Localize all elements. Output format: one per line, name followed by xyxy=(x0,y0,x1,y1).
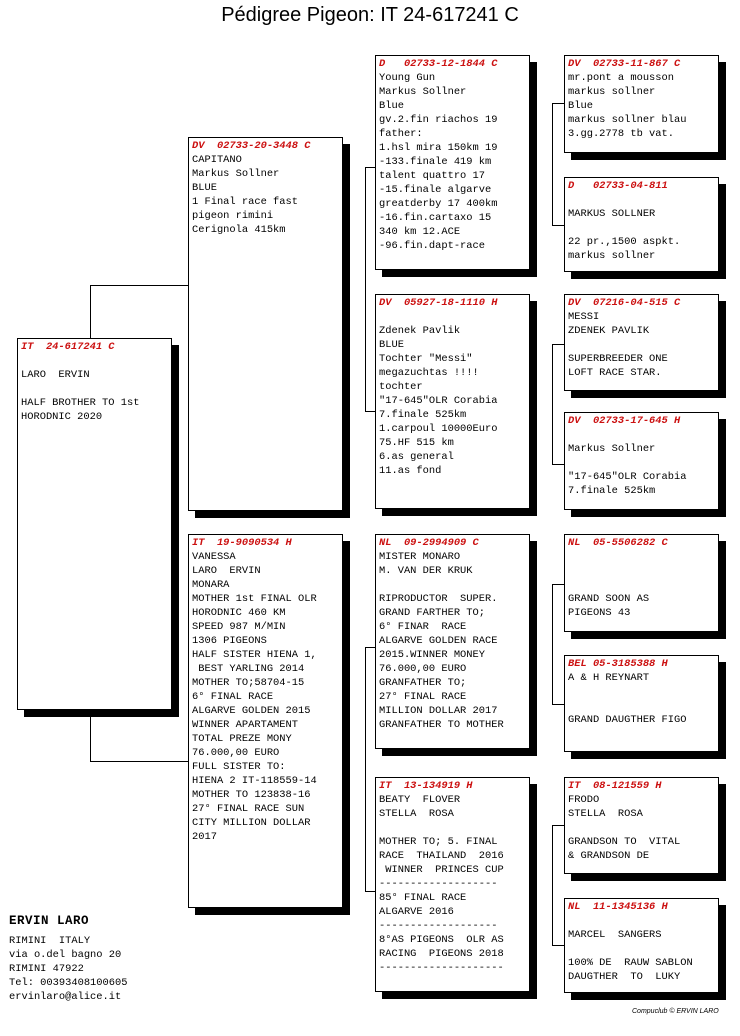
card-line: BLUE xyxy=(379,339,404,351)
card-line: MARKUS SOLLNER xyxy=(568,208,656,220)
card-line: pigeon rimini xyxy=(192,210,274,222)
card-line xyxy=(568,685,715,699)
card-line: -133.finale 419 km xyxy=(379,156,492,168)
connector-line xyxy=(90,285,91,340)
card-line: VANESSA xyxy=(192,551,236,563)
page-title: Pédigree Pigeon: IT 24-617241 C xyxy=(221,4,519,26)
card-line: 75.HF 515 km xyxy=(379,437,454,449)
owner-name: ERVIN LARO xyxy=(9,914,90,928)
card-line: Markus Sollner xyxy=(192,168,280,180)
owner-line: RIMINI 47922 xyxy=(9,963,84,975)
card-line: talent quattro 17 xyxy=(379,170,486,182)
ring-number: IT 08-121559 H xyxy=(568,780,662,792)
card-line: GRAND DAUGTHER FIGO xyxy=(568,714,687,726)
owner-email: ervinlaro@alice.it xyxy=(9,991,122,1003)
card-line: 8°AS PIGEONS OLR AS xyxy=(379,934,504,946)
connector-line xyxy=(552,825,553,945)
card-line: HORODNIC 460 KM xyxy=(192,607,286,619)
ring-number: NL 11-1345136 H xyxy=(568,901,668,913)
card-line xyxy=(21,382,168,396)
ring-number: NL 09-2994909 C xyxy=(379,537,479,549)
card-line xyxy=(568,428,715,442)
card-line: M. VAN DER KRUK xyxy=(379,565,473,577)
ring-number: NL 05-5506282 C xyxy=(568,537,668,549)
card-line: MOTHER TO; 5. FINAL xyxy=(379,836,498,848)
card-line: MOTHER 1st FINAL OLR xyxy=(192,593,317,605)
card-line: -96.fin.dapt-race xyxy=(379,240,486,252)
pigeon-card-ggp-3 xyxy=(564,294,719,391)
card-line: 1.carpoul 10000Euro xyxy=(379,423,498,435)
owner-line: via o.del bagno 20 xyxy=(9,949,122,961)
card-line: MILLION DOLLAR 2017 xyxy=(379,705,498,717)
card-line: Markus Sollner xyxy=(568,443,656,455)
card-line: GRANFATHER TO MOTHER xyxy=(379,719,504,731)
card-line: BEST YARLING 2014 xyxy=(192,663,305,675)
ring-number: D 02733-12-1844 C xyxy=(379,58,498,70)
card-line: FULL SISTER TO: xyxy=(192,761,286,773)
card-line: LARO ERVIN xyxy=(21,369,90,381)
card-line: LOFT RACE STAR. xyxy=(568,367,662,379)
card-line: -------------------- xyxy=(379,962,504,974)
card-line: DAUGTHER TO LUKY xyxy=(568,971,681,983)
connector-line xyxy=(365,167,366,411)
card-line: HALF SISTER HIENA 1, xyxy=(192,649,317,661)
card-line: GRAND FARTHER TO; xyxy=(379,607,486,619)
pigeon-card-dam-dam xyxy=(375,777,530,992)
card-line: HALF BROTHER TO 1st xyxy=(21,397,140,409)
pigeon-card-sire-dam xyxy=(375,294,530,509)
pigeon-card-dam-sire xyxy=(375,534,530,749)
card-line: Young Gun xyxy=(379,72,436,84)
card-line: "17-645"OLR Corabia xyxy=(568,471,687,483)
card-line: ALGARVE 2016 xyxy=(379,906,454,918)
card-line: ALGARVE GOLDEN 2015 xyxy=(192,705,311,717)
card-line: 6.as general xyxy=(379,451,454,463)
card-line: 6° FINAL RACE xyxy=(192,691,274,703)
card-line: A & H REYNART xyxy=(568,672,650,684)
ring-number: DV 02733-20-3448 C xyxy=(192,140,311,152)
owner-line: RIMINI ITALY xyxy=(9,935,91,947)
card-line: 11.as fond xyxy=(379,465,442,477)
card-line: MONARA xyxy=(192,579,230,591)
card-line: MARCEL SANGERS xyxy=(568,929,662,941)
ring-number: IT 13-134919 H xyxy=(379,780,473,792)
card-line xyxy=(379,578,526,592)
card-line xyxy=(568,578,715,592)
card-line: ------------------- xyxy=(379,878,498,890)
card-line: markus sollner blau xyxy=(568,114,687,126)
card-line: BLUE xyxy=(192,182,217,194)
ring-number: DV 07216-04-515 C xyxy=(568,297,681,309)
pigeon-card-sire xyxy=(188,137,343,511)
pigeon-card-ggp-8 xyxy=(564,898,719,993)
card-line xyxy=(568,821,715,835)
ring-number: BEL 05-3185388 H xyxy=(568,658,668,670)
card-line: 2017 xyxy=(192,831,217,843)
card-line: WINNER APARTAMENT xyxy=(192,719,299,731)
pigeon-card-ggp-6 xyxy=(564,655,719,752)
card-line xyxy=(568,456,715,470)
connector-line xyxy=(552,103,553,225)
card-line: -15.finale algarve xyxy=(379,184,492,196)
ring-number: D 02733-04-811 xyxy=(568,180,668,192)
card-line: gv.2.fin riachos 19 xyxy=(379,114,498,126)
card-line: BEATY FLOVER xyxy=(379,794,461,806)
card-line: TOTAL PREZE MONY xyxy=(192,733,292,745)
card-line: RIPRODUCTOR SUPER. xyxy=(379,593,498,605)
card-line: SUPERBREEDER ONE xyxy=(568,353,668,365)
ring-number: DV 05927-18-1110 H xyxy=(379,297,498,309)
card-line: ALGARVE GOLDEN RACE xyxy=(379,635,498,647)
pigeon-card-ggp-4 xyxy=(564,412,719,510)
card-line: FRODO xyxy=(568,794,600,806)
card-line: Tochter "Messi" xyxy=(379,353,473,365)
connector-line xyxy=(365,647,366,891)
card-line xyxy=(379,310,526,324)
card-line: Blue xyxy=(379,100,404,112)
connector-line xyxy=(90,709,91,761)
card-line: PIGEONS 43 xyxy=(568,607,631,619)
card-line: GRAND SOON AS xyxy=(568,593,650,605)
card-line: Blue xyxy=(568,100,593,112)
card-line xyxy=(568,699,715,713)
ring-number: DV 02733-17-645 H xyxy=(568,415,681,427)
card-line xyxy=(568,221,715,235)
card-line: 6° FINAR RACE xyxy=(379,621,467,633)
card-line xyxy=(568,550,715,564)
ring-number: IT 19-9090534 H xyxy=(192,537,292,549)
pigeon-card-dam xyxy=(188,534,343,908)
footer-credit: Compuclub © ERVIN LARO xyxy=(632,1008,719,1015)
card-line xyxy=(568,942,715,956)
card-line: 7.finale 525km xyxy=(568,485,656,497)
pigeon-card-ggp-1 xyxy=(564,55,719,153)
card-line: ZDENEK PAVLIK xyxy=(568,325,650,337)
owner-phone: Tel: 00393408100605 xyxy=(9,977,128,989)
card-line: RACE THAILAND 2016 xyxy=(379,850,504,862)
card-line xyxy=(568,338,715,352)
card-line xyxy=(568,193,715,207)
card-line: Markus Sollner xyxy=(379,86,467,98)
card-line: LARO ERVIN xyxy=(192,565,261,577)
card-line: -16.fin.cartaxo 15 xyxy=(379,212,492,224)
card-line: Cerignola 415km xyxy=(192,224,286,236)
card-line xyxy=(379,821,526,835)
card-line: STELLA ROSA xyxy=(379,808,454,820)
card-line: 85° FINAL RACE xyxy=(379,892,467,904)
card-line: 1.hsl mira 150km 19 xyxy=(379,142,498,154)
card-line: CAPITANO xyxy=(192,154,242,166)
card-line xyxy=(21,354,168,368)
card-line: 3.gg.2778 tb vat. xyxy=(568,128,675,140)
card-line: RACING PIGEONS 2018 xyxy=(379,948,504,960)
card-line: 76.000,00 EURO xyxy=(192,747,280,759)
card-line: 100% DE RAUW SABLON xyxy=(568,957,693,969)
card-line: HIENA 2 IT-118559-14 xyxy=(192,775,317,787)
connector-line xyxy=(90,761,189,762)
card-line: 27° FINAL RACE SUN xyxy=(192,803,305,815)
owner-info xyxy=(9,914,127,1004)
card-line: HORODNIC 2020 xyxy=(21,411,103,423)
card-line: GRANFATHER TO; xyxy=(379,677,467,689)
connector-line xyxy=(552,584,553,704)
card-line: MESSI xyxy=(568,311,600,323)
pigeon-card-subject xyxy=(17,338,172,710)
card-line: MOTHER TO 123838-16 xyxy=(192,789,311,801)
card-line: SPEED 987 M/MIN xyxy=(192,621,286,633)
card-line: STELLA ROSA xyxy=(568,808,643,820)
card-line: greatderby 17 400km xyxy=(379,198,498,210)
ring-number: DV 02733-11-867 C xyxy=(568,58,681,70)
card-line: tochter xyxy=(379,381,423,393)
card-line: WINNER PRINCES CUP xyxy=(379,864,504,876)
pigeon-card-ggp-2 xyxy=(564,177,719,272)
card-line: 76.000,00 EURO xyxy=(379,663,467,675)
card-line: MISTER MONARO xyxy=(379,551,461,563)
card-line: 27° FINAL RACE xyxy=(379,691,467,703)
connector-line xyxy=(90,285,189,286)
card-line: 7.finale 525km xyxy=(379,409,467,421)
card-line xyxy=(568,914,715,928)
card-line: GRANDSON TO VITAL xyxy=(568,836,681,848)
ring-number: IT 24-617241 C xyxy=(21,341,115,353)
card-line: markus sollner xyxy=(568,250,656,262)
card-line: 1 Final race fast xyxy=(192,196,299,208)
card-line: & GRANDSON DE xyxy=(568,850,650,862)
connector-line xyxy=(552,344,553,464)
card-line: MOTHER TO;58704-15 xyxy=(192,677,305,689)
pigeon-card-ggp-7 xyxy=(564,777,719,874)
pigeon-card-ggp-5 xyxy=(564,534,719,632)
card-line: 1306 PIGEONS xyxy=(192,635,267,647)
card-line: Zdenek Pavlik xyxy=(379,325,461,337)
card-line: 22 pr.,1500 aspkt. xyxy=(568,236,681,248)
card-line: CITY MILLION DOLLAR xyxy=(192,817,311,829)
card-line xyxy=(568,564,715,578)
card-line: markus sollner xyxy=(568,86,656,98)
card-line: mr.pont a mousson xyxy=(568,72,675,84)
card-line: 340 km 12.ACE xyxy=(379,226,461,238)
pigeon-card-sire-sire xyxy=(375,55,530,270)
card-line: ------------------- xyxy=(379,920,498,932)
card-line: father: xyxy=(379,128,423,140)
card-line: megazuchtas !!!! xyxy=(379,367,479,379)
card-line: 2015.WINNER MONEY xyxy=(379,649,486,661)
card-line: "17-645"OLR Corabia xyxy=(379,395,498,407)
